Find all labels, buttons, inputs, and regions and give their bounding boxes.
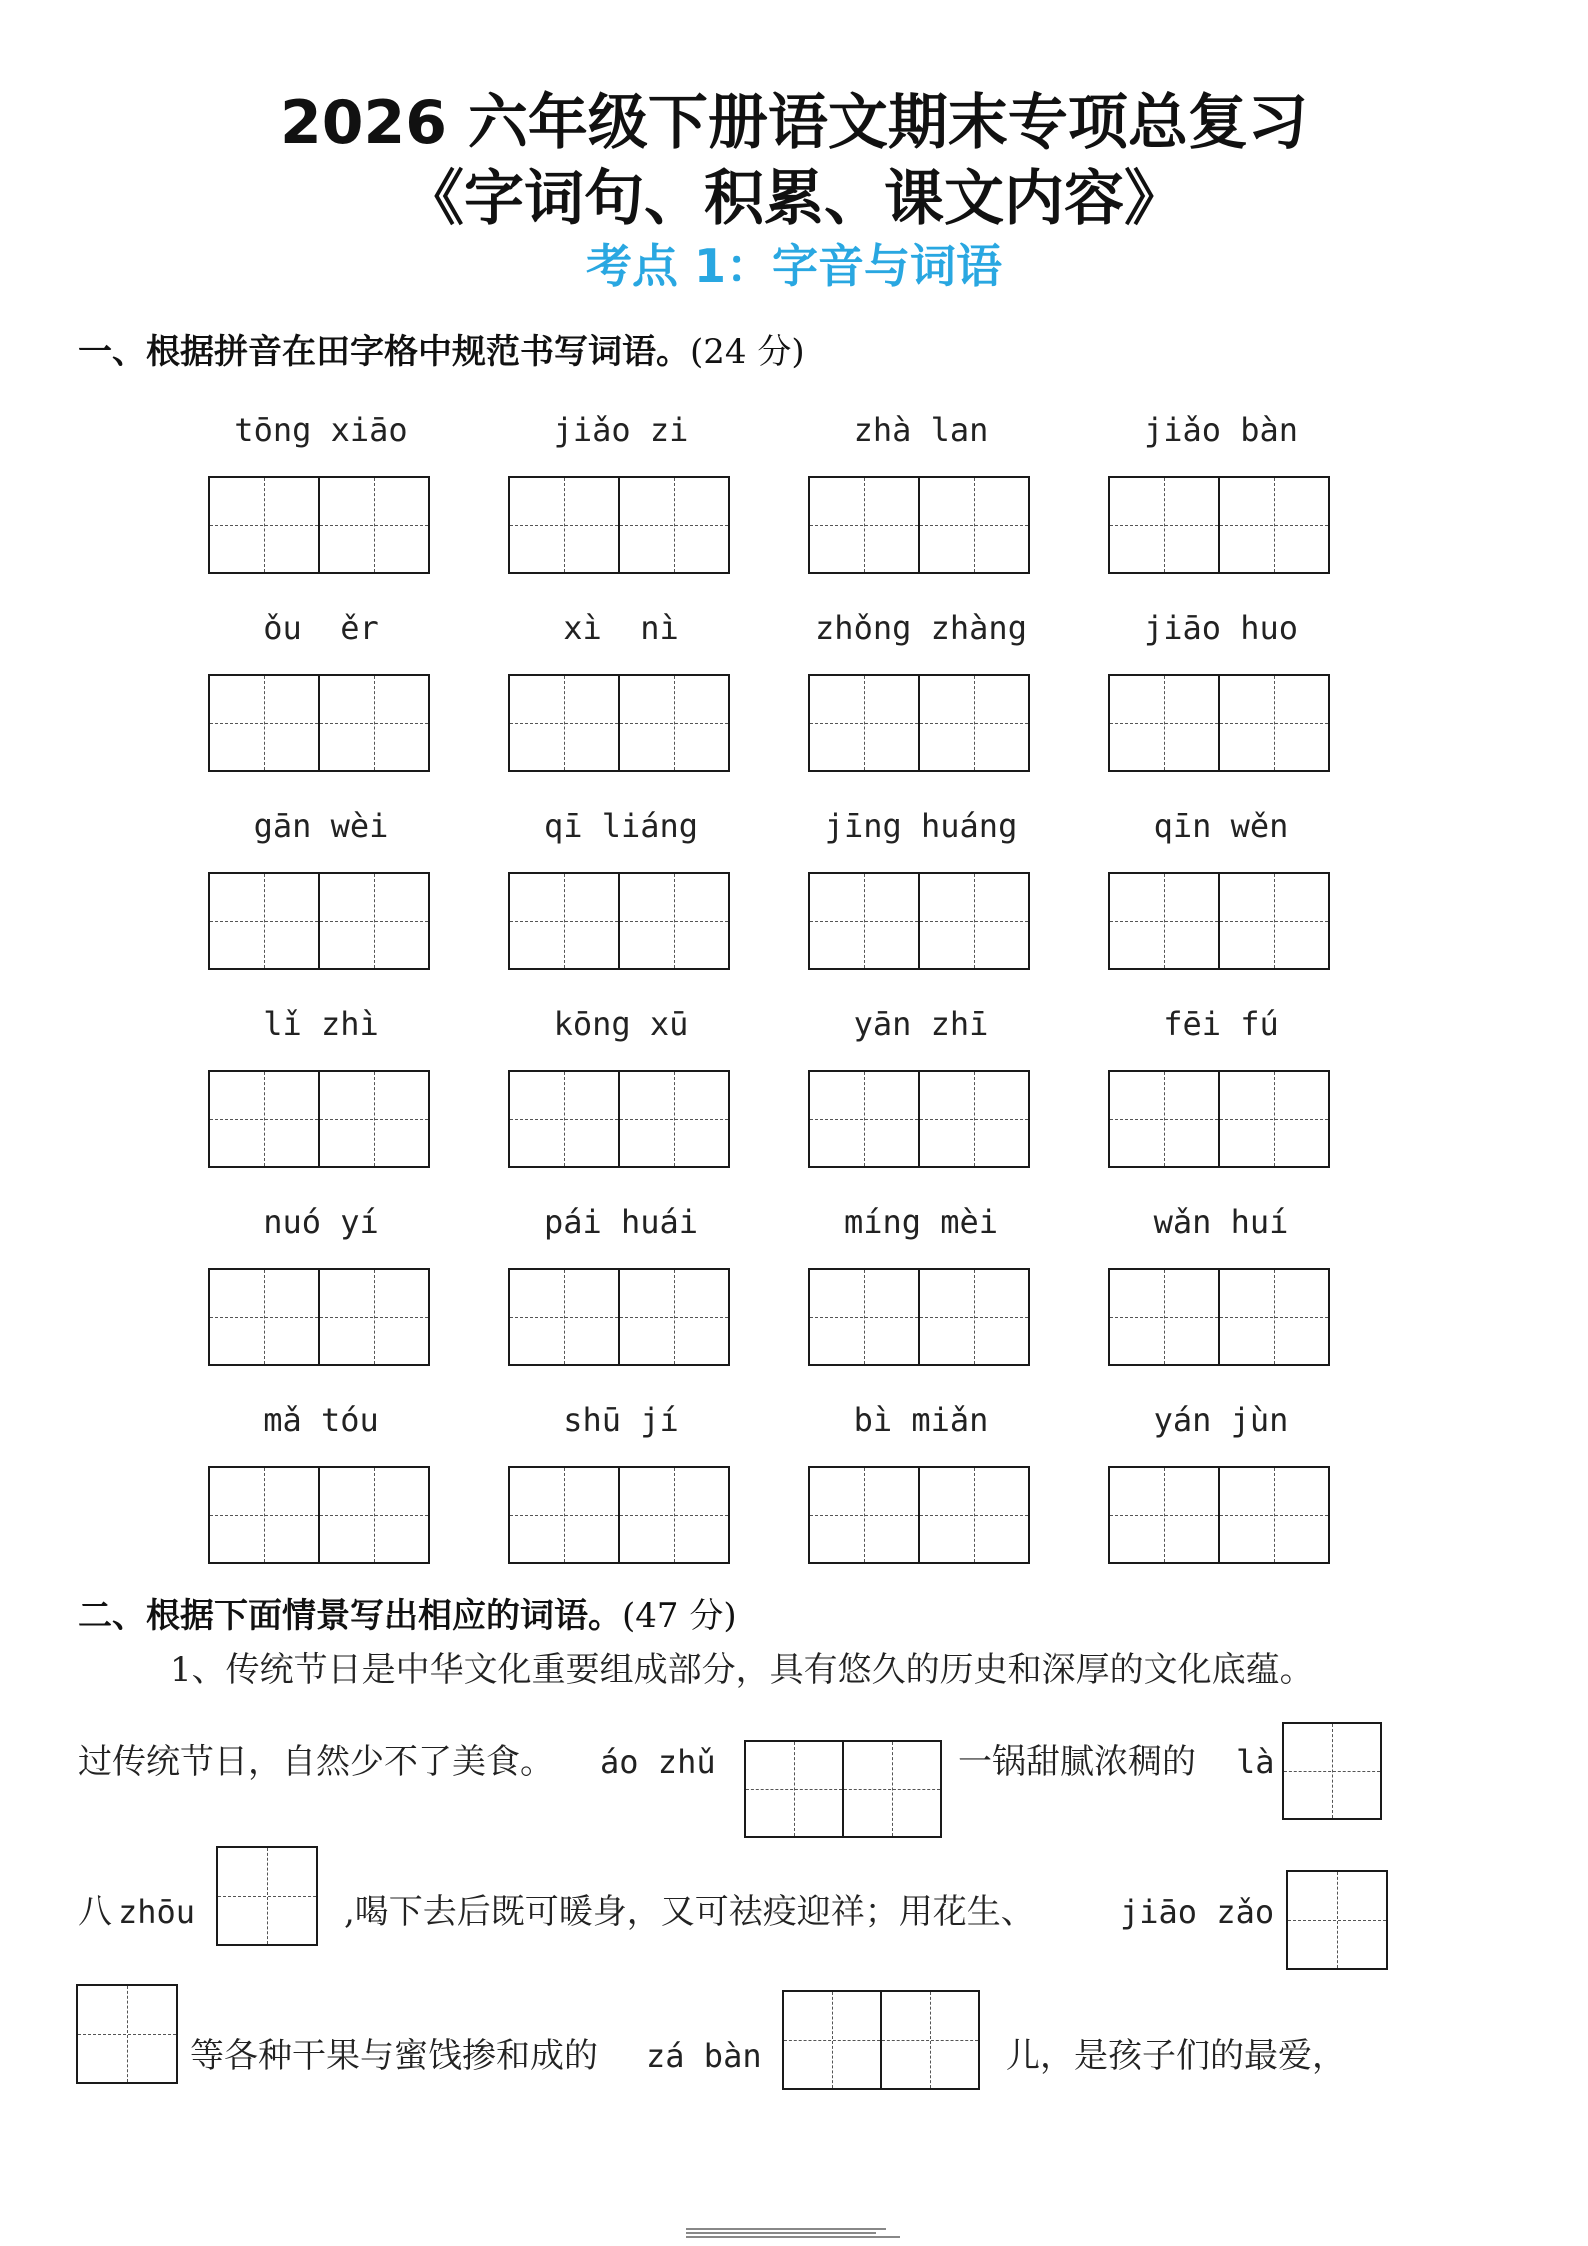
pinyin-label: qīn wěn [1153, 807, 1289, 845]
tian-box[interactable] [318, 872, 430, 970]
tian-box[interactable] [618, 476, 730, 574]
pinyin-label: tōng xiāo [234, 411, 408, 449]
pinyin-label: fēi fú [1163, 1005, 1279, 1043]
section-2-score: (47 分) [622, 1596, 737, 1636]
paragraph-line-4-text-a: 等各种干果与蜜饯掺和成的 [190, 2036, 598, 2076]
section-2-heading [78, 1594, 737, 1638]
tian-box[interactable] [318, 1070, 430, 1168]
tian-box[interactable] [508, 1466, 620, 1564]
tian-box[interactable] [918, 476, 1030, 574]
tian-box[interactable] [1282, 1722, 1382, 1820]
tian-box[interactable] [318, 674, 430, 772]
tian-box[interactable] [1286, 1870, 1388, 1970]
tian-box[interactable] [1218, 476, 1330, 574]
pinyin-label: míng mèi [843, 1203, 999, 1241]
paragraph-line-3-text-a: 八 [78, 1892, 112, 1932]
pinyin-label: bì miǎn [853, 1401, 989, 1439]
tian-box[interactable] [216, 1846, 318, 1946]
tian-box[interactable] [208, 476, 320, 574]
pinyin-label: kōng xū [553, 1005, 689, 1043]
tian-box[interactable] [808, 872, 920, 970]
pinyin-label: zhǒng zhàng [815, 609, 1027, 647]
pinyin-label: wǎn huí [1153, 1203, 1289, 1241]
tian-box[interactable] [918, 1070, 1030, 1168]
tian-box[interactable] [618, 1070, 730, 1168]
paragraph-line-2-pinyin-2: là [1236, 1743, 1275, 1781]
paragraph-line-3-text-b: ,喝下去后既可暖身，又可祛疫迎祥；用花生、 [344, 1892, 1035, 1932]
tian-box[interactable] [618, 1466, 730, 1564]
tian-box[interactable] [318, 476, 430, 574]
page-title: 2026 六年级下册语文期末专项总复习 [280, 88, 1308, 158]
tian-box[interactable] [918, 872, 1030, 970]
tian-box[interactable] [618, 674, 730, 772]
pinyin-label: gān wèi [253, 807, 389, 845]
pinyin-label: ǒu ěr [263, 609, 379, 647]
tian-box[interactable] [1218, 872, 1330, 970]
tian-box[interactable] [808, 476, 920, 574]
paragraph-line-3-pinyin-1: zhōu [118, 1893, 196, 1931]
tian-box[interactable] [76, 1984, 178, 2084]
tian-box[interactable] [782, 1990, 882, 2090]
section-1-heading [78, 330, 805, 374]
tian-box[interactable] [1108, 674, 1220, 772]
pinyin-label: jiǎo zi [553, 411, 689, 449]
page-title-topic: 《字词句、积累、课文内容》 [404, 164, 1184, 234]
pinyin-label: nuó yí [263, 1203, 379, 1241]
pinyin-label: qī liáng [543, 807, 699, 845]
tian-box[interactable] [808, 674, 920, 772]
paragraph-line-1: 1、传统节日是中华文化重要组成部分，具有悠久的历史和深厚的文化底蕴。 [170, 1650, 1314, 1690]
tian-box[interactable] [208, 872, 320, 970]
pinyin-label: pái huái [543, 1203, 699, 1241]
paragraph-line-4-text-b: 儿，是孩子们的最爱， [1006, 2036, 1346, 2076]
pinyin-label: jīng huáng [824, 807, 1018, 845]
page-subtitle: 考点 1：字音与词语 [585, 239, 1003, 293]
pinyin-label: jiǎo bàn [1143, 411, 1299, 449]
tian-box[interactable] [1218, 1466, 1330, 1564]
tian-box[interactable] [1218, 674, 1330, 772]
pinyin-label: yān zhī [853, 1005, 989, 1043]
tian-box[interactable] [808, 1466, 920, 1564]
tian-box[interactable] [208, 674, 320, 772]
tian-box[interactable] [508, 1268, 620, 1366]
section-2-heading-text: 二、根据下面情景写出相应的词语。 [78, 1596, 622, 1636]
tian-box[interactable] [1108, 1466, 1220, 1564]
tian-box[interactable] [918, 674, 1030, 772]
tian-box[interactable] [508, 674, 620, 772]
tian-box[interactable] [508, 476, 620, 574]
tian-box[interactable] [1108, 1268, 1220, 1366]
footer-divider [686, 2228, 902, 2242]
tian-box[interactable] [1108, 872, 1220, 970]
paragraph-line-3-pinyin-2: jiāo zǎo [1120, 1893, 1275, 1931]
pinyin-label: mǎ tóu [263, 1401, 379, 1439]
paragraph-line-2-pinyin-1: áo zhǔ [600, 1743, 716, 1781]
tian-box[interactable] [508, 872, 620, 970]
pinyin-label: jiāo huo [1143, 609, 1299, 647]
paragraph-line-2-text-b: 一锅甜腻浓稠的 [958, 1742, 1196, 1782]
tian-box[interactable] [208, 1466, 320, 1564]
paragraph-line-4-pinyin: zá bàn [646, 2037, 762, 2075]
tian-box[interactable] [918, 1466, 1030, 1564]
tian-box[interactable] [618, 1268, 730, 1366]
pinyin-label: yán jùn [1153, 1401, 1289, 1439]
tian-box[interactable] [208, 1070, 320, 1168]
tian-box[interactable] [842, 1740, 942, 1838]
tian-box[interactable] [318, 1466, 430, 1564]
section-1-heading-text: 一、根据拼音在田字格中规范书写词语。 [78, 332, 690, 372]
tian-box[interactable] [318, 1268, 430, 1366]
tian-box[interactable] [880, 1990, 980, 2090]
tian-box[interactable] [208, 1268, 320, 1366]
tian-box[interactable] [918, 1268, 1030, 1366]
pinyin-label: lǐ zhì [263, 1005, 379, 1043]
tian-box[interactable] [808, 1268, 920, 1366]
tian-box[interactable] [1218, 1070, 1330, 1168]
tian-box[interactable] [508, 1070, 620, 1168]
tian-box[interactable] [1218, 1268, 1330, 1366]
tian-box[interactable] [1108, 1070, 1220, 1168]
pinyin-label: shū jí [563, 1401, 679, 1439]
tian-box[interactable] [744, 1740, 844, 1838]
pinyin-label: xì nì [563, 609, 679, 647]
pinyin-label: zhà lan [853, 411, 989, 449]
tian-box[interactable] [618, 872, 730, 970]
paragraph-line-2-text-a: 过传统节日，自然少不了美食。 [78, 1742, 554, 1782]
tian-box[interactable] [1108, 476, 1220, 574]
tian-box[interactable] [808, 1070, 920, 1168]
section-1-score: (24 分) [690, 332, 805, 372]
